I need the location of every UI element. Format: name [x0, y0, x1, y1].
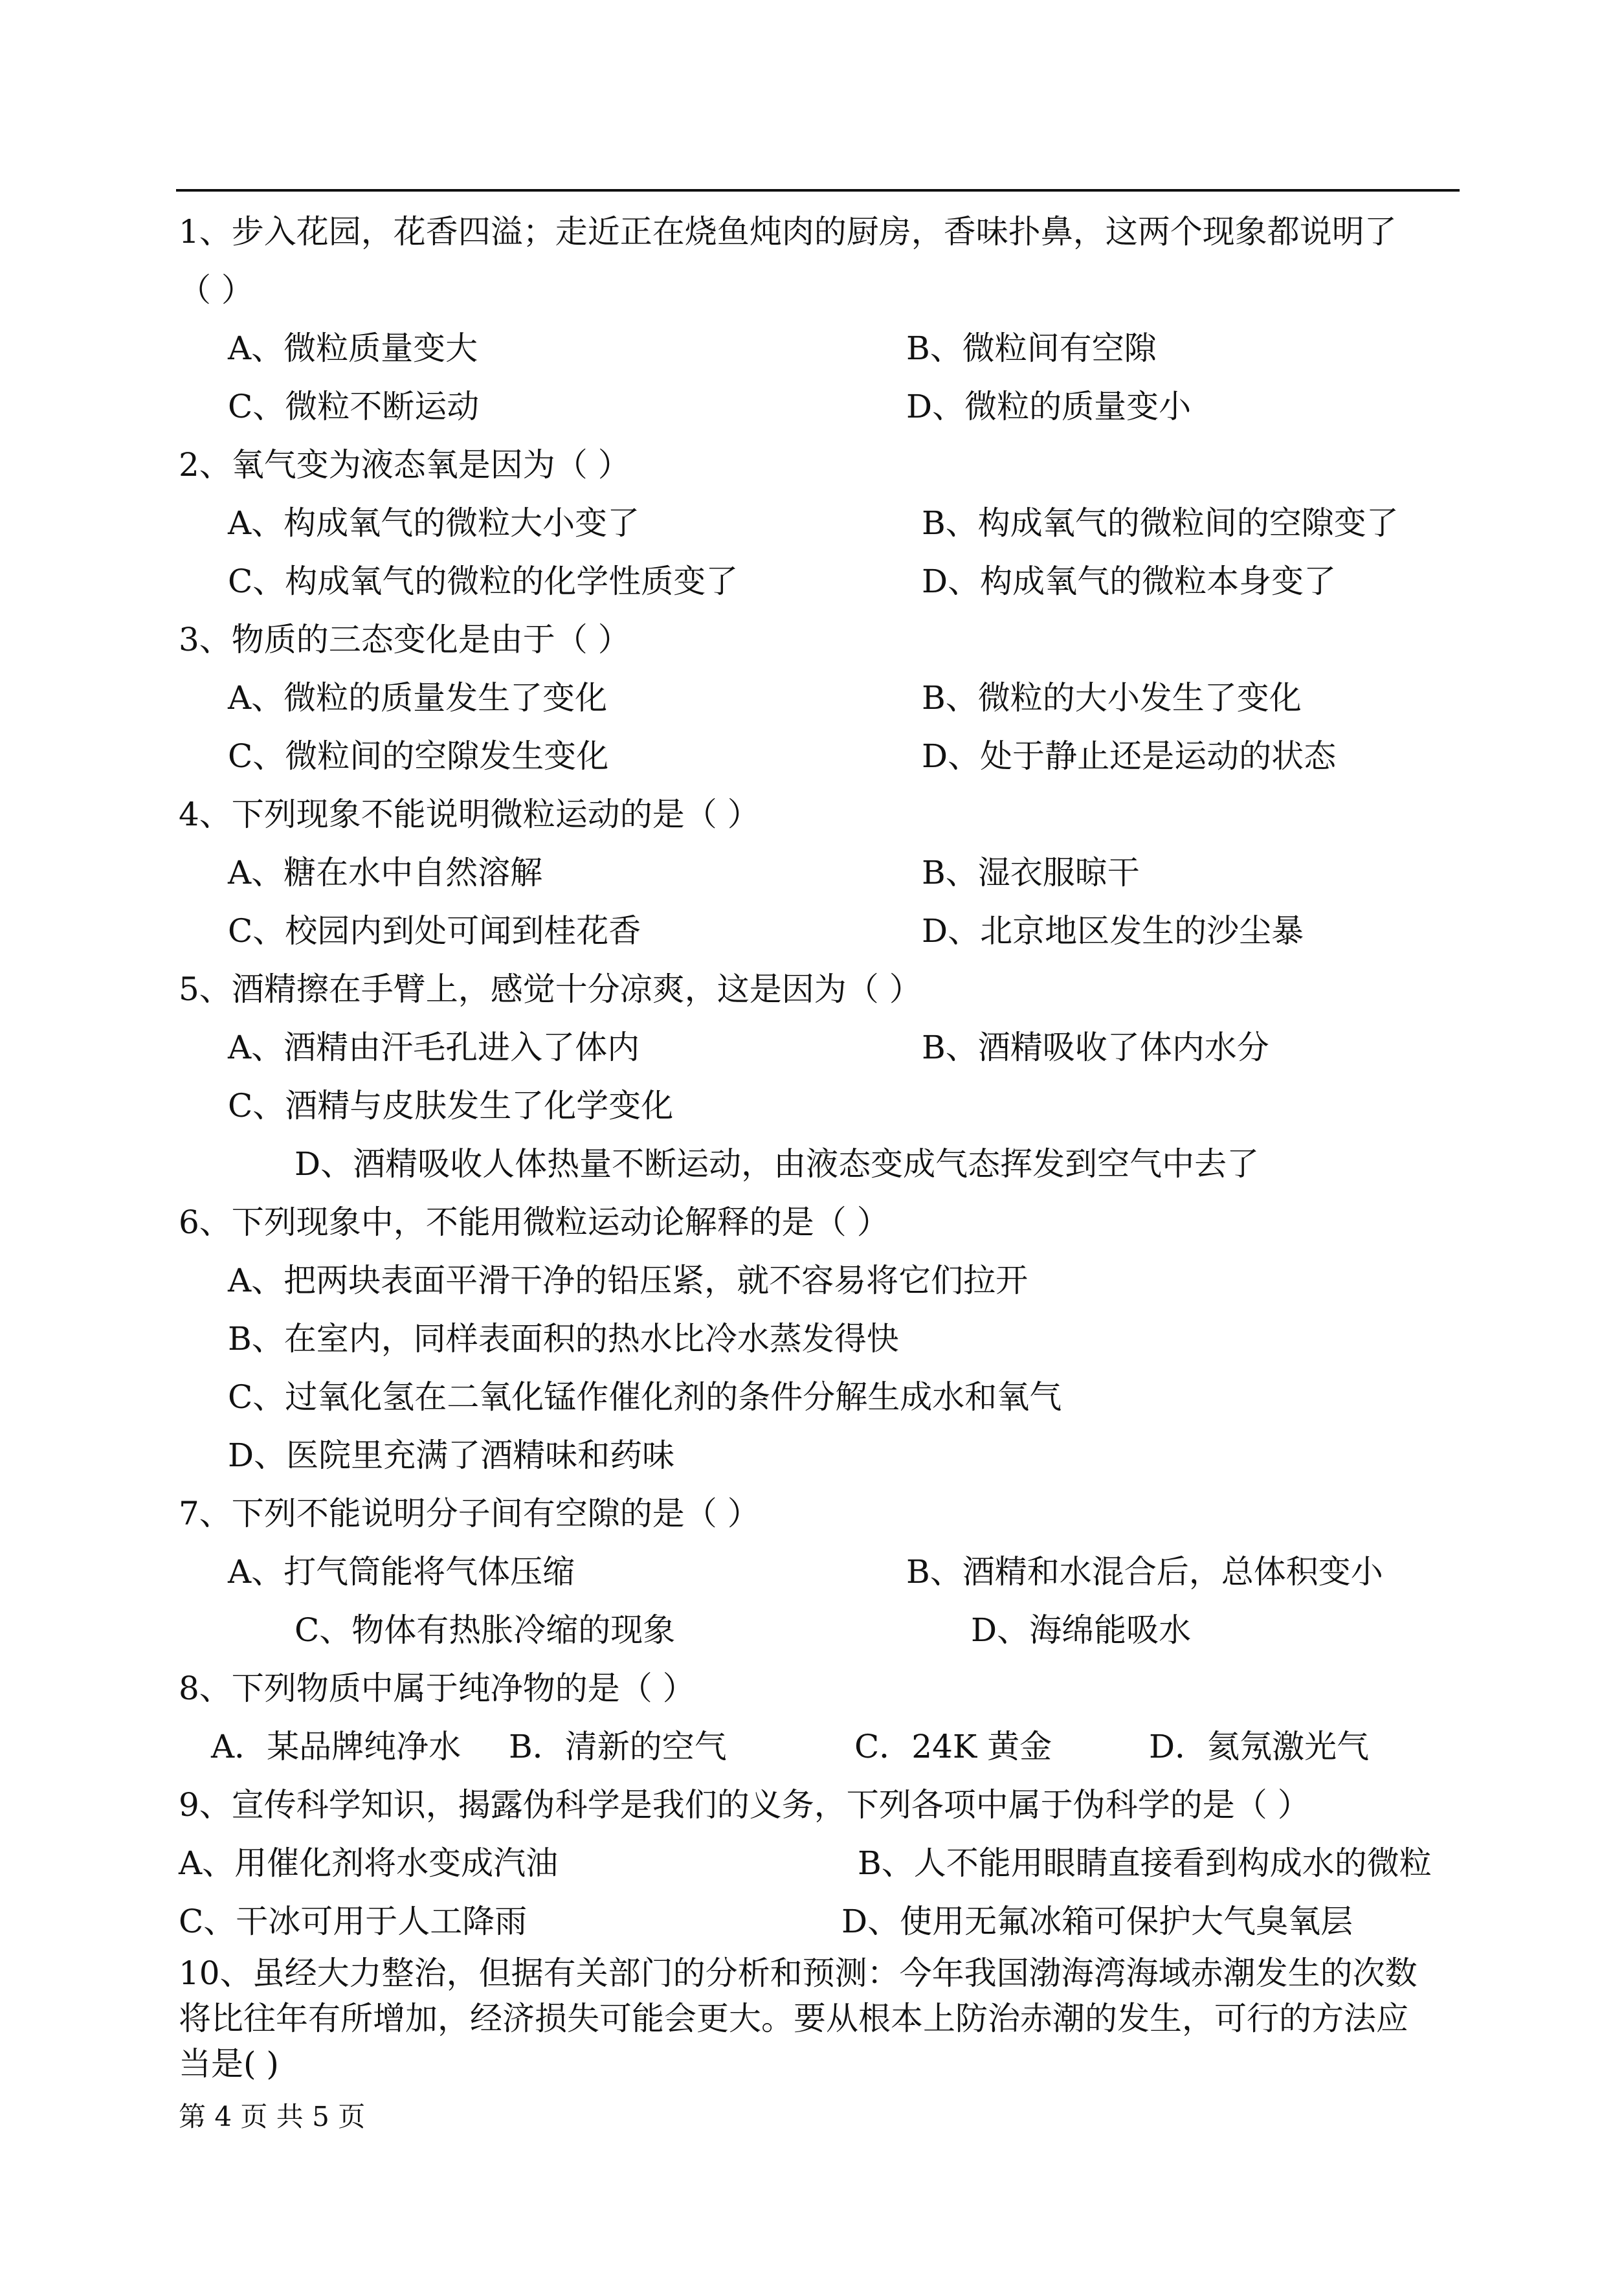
question-4-option-c: C、校园内到处可闻到桂花香	[228, 912, 641, 950]
question-6-stem: 6、下列现象中，不能用微粒运动论解释的是（ ）	[179, 1203, 889, 1241]
question-1-option-d: D、微粒的质量变小	[906, 388, 1192, 425]
question-8-option-d: D．氦氖激光气	[1149, 1728, 1370, 1765]
question-2-option-d: D、构成氧气的微粒本身变了	[922, 563, 1337, 600]
question-5-option-c: C、酒精与皮肤发生了化学变化	[228, 1087, 674, 1124]
question-5-option-b: B、酒精吸收了体内水分	[922, 1029, 1269, 1066]
question-4-stem: 4、下列现象不能说明微粒运动的是（ ）	[179, 796, 760, 833]
question-3-stem: 3、物质的三态变化是由于（ ）	[179, 621, 630, 658]
question-5-option-a: A、酒精由汗毛孔进入了体内	[228, 1029, 640, 1066]
question-9-option-d: D、使用无氟冰箱可保护大气臭氧层	[841, 1903, 1353, 1940]
question-10-stem-line-2: 将比往年有所增加，经济损失可能会更大。要从根本上防治赤潮的发生，可行的方法应	[179, 2000, 1408, 2037]
question-4-option-d: D、北京地区发生的沙尘暴	[922, 912, 1304, 950]
question-1-option-a: A、微粒质量变大	[228, 330, 478, 367]
question-3-option-a: A、微粒的质量发生了变化	[228, 679, 608, 717]
question-5-option-d: D、酒精吸收人体热量不断运动，由液态变成气态挥发到空气中去了	[295, 1145, 1260, 1183]
question-7-option-b: B、酒精和水混合后，总体积变小	[906, 1553, 1383, 1591]
question-5-stem: 5、酒精擦在手臂上，感觉十分凉爽，这是因为（ ）	[179, 970, 922, 1008]
question-1-option-c: C、微粒不断运动	[228, 388, 480, 425]
question-6-option-a: A、把两块表面平滑干净的铅压紧，就不容易将它们拉开	[228, 1262, 1029, 1299]
question-7-option-c: C、物体有热胀冷缩的现象	[295, 1611, 676, 1649]
question-8-option-c: C．24K 黄金	[854, 1728, 1052, 1765]
question-9-option-c: C、干冰可用于人工降雨	[179, 1903, 528, 1940]
question-7-option-d: D、海绵能吸水	[971, 1611, 1192, 1649]
header-rule	[176, 189, 1460, 192]
question-9-stem: 9、宣传科学知识，揭露伪科学是我们的义务，下列各项中属于伪科学的是（ ）	[179, 1786, 1310, 1824]
question-9-option-b: B、人不能用眼睛直接看到构成水的微粒	[858, 1844, 1432, 1882]
question-6-option-c: C、过氧化氢在二氧化锰作催化剂的条件分解生成水和氧气	[228, 1378, 1062, 1416]
question-10-stem-line-1: 10、虽经大力整治，但据有关部门的分析和预测：今年我国渤海湾海域赤潮发生的次数	[179, 1954, 1418, 1992]
question-8-stem: 8、下列物质中属于纯净物的是（ ）	[179, 1670, 695, 1707]
question-4-option-a: A、糖在水中自然溶解	[228, 854, 543, 891]
question-2-option-a: A、构成氧气的微粒大小变了	[228, 504, 640, 542]
question-2-option-c: C、构成氧气的微粒的化学性质变了	[228, 563, 739, 600]
question-3-option-b: B、微粒的大小发生了变化	[922, 679, 1302, 717]
question-8-option-a: A．某品牌纯净水	[211, 1728, 462, 1765]
question-2-stem: 2、氧气变为液态氧是因为（ ）	[179, 446, 630, 484]
question-4-option-b: B、湿衣服晾干	[922, 854, 1140, 891]
question-8-option-b: B．清新的空气	[509, 1728, 727, 1765]
question-7-option-a: A、打气筒能将气体压缩	[228, 1553, 575, 1591]
question-1-option-b: B、微粒间有空隙	[906, 330, 1157, 367]
question-6-option-d: D、医院里充满了酒精味和药味	[228, 1437, 675, 1474]
question-9-option-a: A、用催化剂将水变成汽油	[179, 1844, 559, 1882]
question-3-option-c: C、微粒间的空隙发生变化	[228, 737, 609, 775]
question-6-option-b: B、在室内，同样表面积的热水比冷水蒸发得快	[228, 1320, 899, 1358]
question-10-stem-line-3: 当是( )	[179, 2045, 279, 2083]
page-number: 第 4 页 共 5 页	[179, 2101, 366, 2132]
question-3-option-d: D、处于静止还是运动的状态	[922, 737, 1337, 775]
question-1-stem-line-1: 1、步入花园，花香四溢；走近正在烧鱼炖肉的厨房，香味扑鼻，这两个现象都说明了	[179, 213, 1397, 251]
question-7-stem: 7、下列不能说明分子间有空隙的是（ ）	[179, 1495, 760, 1532]
question-2-option-b: B、构成氧气的微粒间的空隙变了	[922, 504, 1399, 542]
question-1-stem-line-2: （ ）	[179, 271, 254, 309]
